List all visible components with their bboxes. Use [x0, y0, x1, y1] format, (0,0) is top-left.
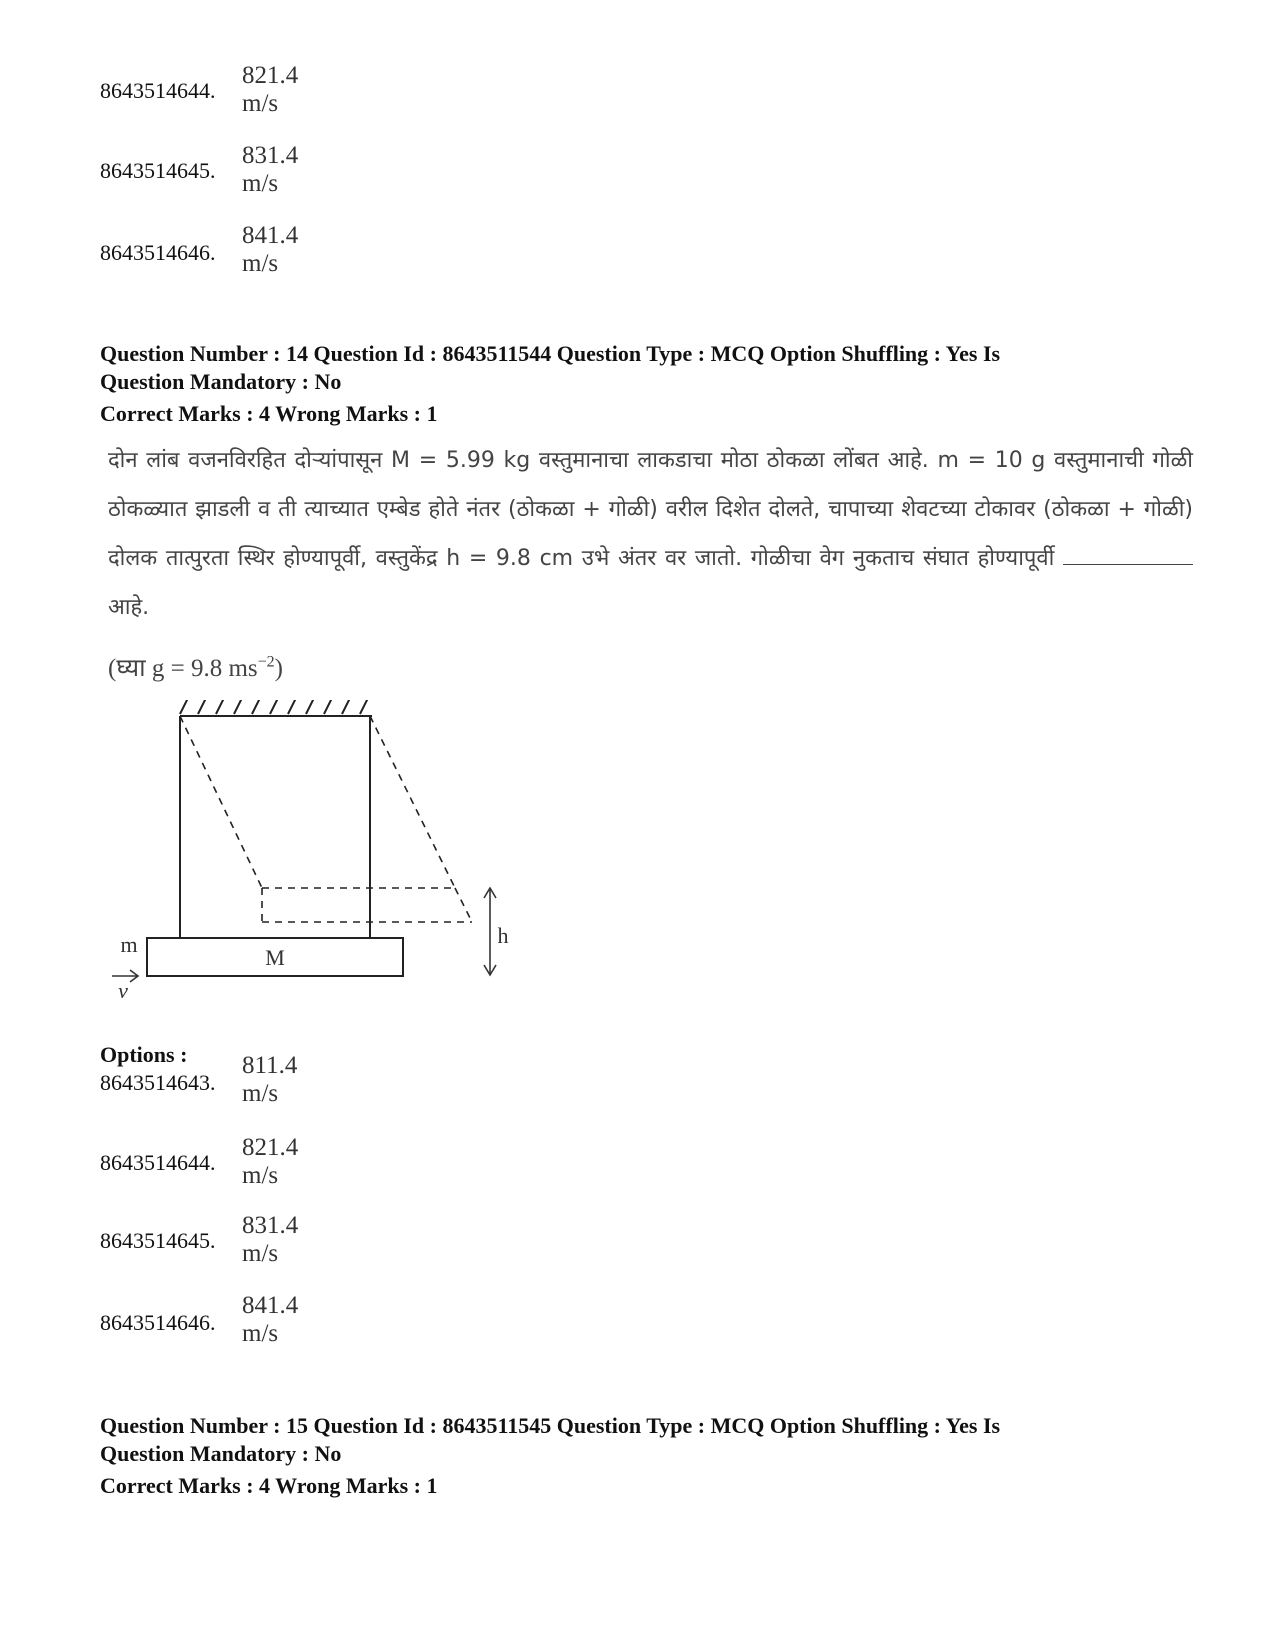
option-value: 821.4 m/s [242, 62, 299, 117]
question-text-body: दोन लांब वजनविरहित दोऱ्यांपासून M = 5.99 kg वस्तुमानाचा लाकडाचा मोठा ठोकळा लोंबत आहे. m = 10 g वस्तुमानाची गोळी ठोकळ्यात झाडली व ती त्याच्यात एम्बेड होते नंतर (ठोकळा + गोळी) वरील दिशेत दोलते, चापाच्या शेवटच्या टोकावर (ठोकळा + गोळी) दोलक तात्पुरता स्थिर होण्यापूर्वी, वस्तुकेंद्र h = 9.8 cm उभे अंतर वर जातो. गोळीचा वेग नुकताच संघात होण्यापूर्वी [108, 448, 1193, 571]
option-id: 8643514644. [100, 1150, 216, 1175]
question-header [100, 340, 1220, 428]
option-value: 841.4 m/s [242, 1292, 299, 1347]
question-text-end: आहे. [108, 595, 150, 620]
height-label: h [497, 923, 509, 948]
answer-blank [1063, 542, 1193, 565]
option-id: 8643514644. [100, 78, 216, 103]
strings [180, 716, 370, 938]
option-id: 8643514645. [100, 158, 216, 183]
block-label: M [265, 945, 285, 970]
given-value [108, 650, 283, 684]
question-header-line1: Question Number : 14 Question Id : 8643511544 Question Type : MCQ Option Shuffling : Yes Is [100, 341, 1001, 366]
question-header-line2: Question Mandatory : No [100, 1441, 342, 1466]
question-header [100, 1412, 1220, 1500]
option-id: 8643514646. [100, 240, 216, 265]
option-value: 831.4 m/s [242, 1212, 299, 1267]
option-value: 811.4 m/s [242, 1052, 298, 1107]
option-id: 8643514643. [100, 1070, 216, 1095]
question-header-line1: Question Number : 15 Question Id : 8643511545 Question Type : MCQ Option Shuffling : Yes Is [100, 1413, 1001, 1438]
swung-position [180, 716, 472, 922]
option-value: 821.4 m/s [242, 1134, 299, 1189]
question-marks: Correct Marks : 4 Wrong Marks : 1 [100, 401, 438, 426]
question-marks: Correct Marks : 4 Wrong Marks : 1 [100, 1473, 438, 1498]
ballistic-pendulum-diagram [110, 700, 530, 1020]
bullet-label: m [120, 932, 138, 957]
option-id: 8643514645. [100, 1228, 216, 1253]
given-prefix: (घ्या g = 9.8 ms [108, 655, 258, 682]
question-header-line2: Question Mandatory : No [100, 369, 342, 394]
option-value: 831.4 m/s [242, 142, 299, 197]
height-arrow-icon [484, 888, 496, 975]
question-text [108, 436, 1193, 632]
option-id: 8643514646. [100, 1310, 216, 1335]
options-label: Options : [100, 1042, 188, 1067]
option-value: 841.4 m/s [242, 222, 299, 277]
velocity-label: v [118, 978, 128, 1003]
ceiling-hatch [180, 700, 372, 716]
given-exponent: −2 [257, 653, 275, 671]
given-suffix: ) [274, 655, 283, 682]
